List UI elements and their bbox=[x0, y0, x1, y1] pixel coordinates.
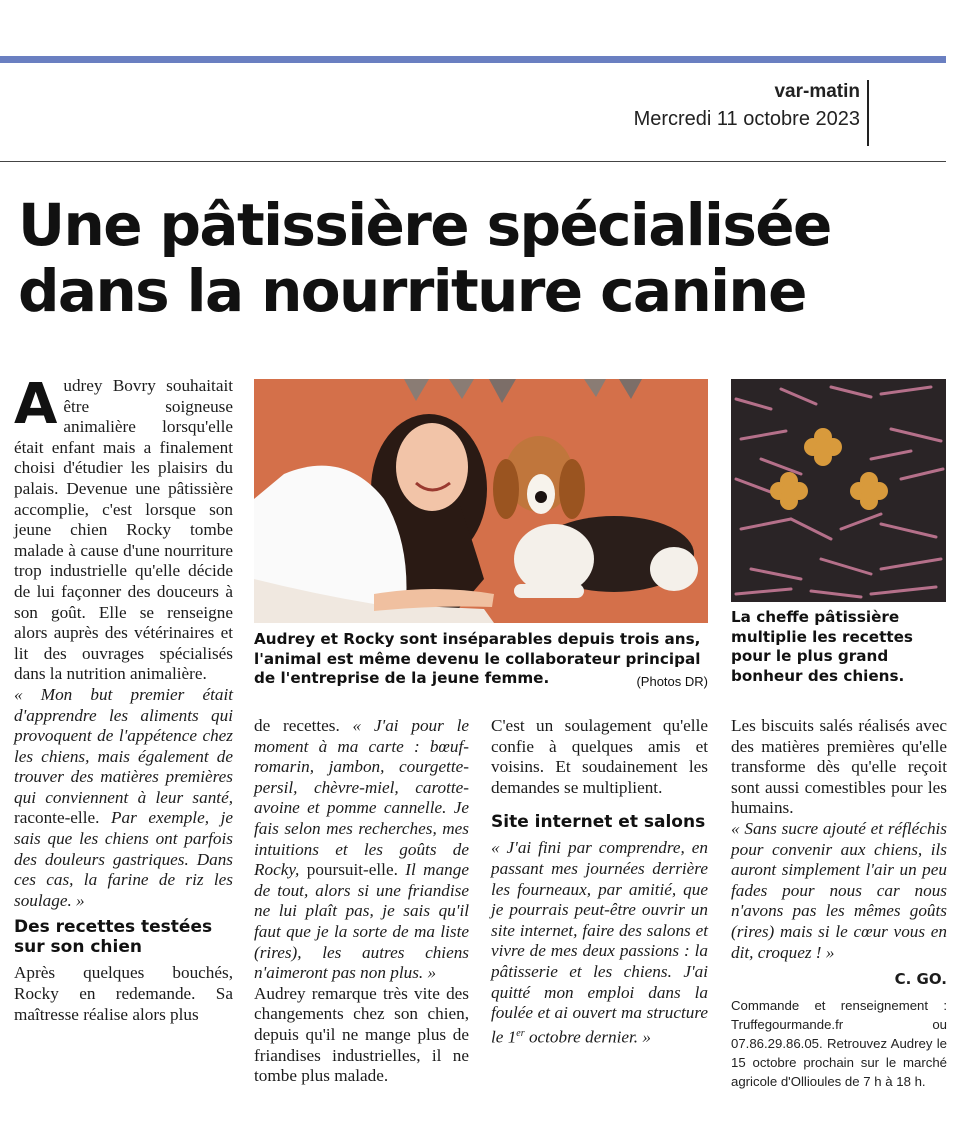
top-accent-rule bbox=[0, 56, 946, 63]
article-headline bbox=[18, 192, 948, 324]
column-1-tail: Après quelques bouchés, Rocky en redemande. Sa maîtresse réalise alors plus bbox=[14, 963, 233, 1024]
subhead-site-internet: Site internet et salons bbox=[491, 812, 706, 833]
main-photo-audrey-rocky bbox=[254, 379, 708, 623]
drop-cap: A bbox=[14, 372, 58, 437]
quote-paragraph-3: « J'ai fini par comprendre, en passant mes journées derrière les fourneaux, par amitié, que je pourrais peut-être ouvrir un site internet, faire des salons et vivre de mes deux passions : la pâtisserie et les chiens. J'ai quitté mon emploi dans la foulée et ai ouvert ma structure le 1er octobre dernier. » bbox=[491, 838, 708, 1047]
masthead bbox=[634, 80, 860, 132]
column-4-start: Les biscuits salés réalisés avec des matières premières qu'elle transforme dès qu'elle reçoit sont aussi comestibles pour les humains. bbox=[731, 716, 947, 818]
main-photo-caption: Audrey et Rocky sont inséparables depuis trois ans, l'animal est même devenu le collaborateur principal de l'entreprise de la jeune femme. (Photos DR) bbox=[254, 630, 708, 692]
article-column-1 bbox=[14, 372, 234, 1025]
header-rule bbox=[0, 161, 946, 162]
newspaper-name: var-matin bbox=[774, 81, 860, 102]
headline-line-1: Une pâtissière spécialisée bbox=[18, 191, 831, 259]
article-column-4 bbox=[731, 716, 947, 1091]
side-photo-caption: La cheffe pâtissière multiplie les recettes pour le plus grand bonheur des chiens. bbox=[731, 608, 913, 685]
quote-paragraph-4: « Sans sucre ajouté et réfléchis pour convenir aux chiens, ils auront simplement l'air un peu fades pour nous car nous n'avons pas les mêmes goûts (rires) mais si le cœur vous en dit, croquez ! » bbox=[731, 818, 947, 962]
quote-paragraph-1: « Mon but premier était d'apprendre les aliments qui provoquent de l'appétence chez les chiens, mais également de trouver des matières premières qui conviennent à leur santé, raconte-elle. Par exemple, je sais que les chiens ont parfois des douleurs gastriques. Dans ces cas, la farine de riz les soulage. » bbox=[14, 684, 234, 910]
side-photo-biscuits bbox=[731, 379, 946, 602]
article-column-3 bbox=[491, 716, 708, 1048]
biscuits-illustration bbox=[731, 379, 946, 602]
article-column-2 bbox=[254, 716, 469, 1087]
publication-date: Mercredi 11 octobre 2023 bbox=[633, 108, 860, 130]
masthead-divider bbox=[867, 80, 869, 146]
column-2-tail: Audrey remarque très vite des changements chez son chien, depuis qu'il ne mange plus de friandises industrielles, il ne tombe plus malade. bbox=[254, 983, 469, 1086]
author-signature: C. GO. bbox=[894, 970, 947, 989]
quote-paragraph-2: de recettes. « J'ai pour le moment à ma carte : bœuf-romarin, jambon, courgette-persil, chèvre-miel, carotte-avoine et pomme cannelle. Je fais selon mes recherches, mes intuitions et les goûts de Rocky, poursuit-elle. Il mange de tout, alors si une friandise ne lui plaît pas, je sais qu'il faut que je la sorte de ma liste (rires), les autres chiens n'aimeront pas non plus. » bbox=[254, 716, 469, 983]
headline-line-2: dans la nourriture canine bbox=[18, 257, 806, 325]
column-3-start: C'est un soulagement qu'elle confie à quelques amis et voisins. Et soudainement les demandes se multiplient. bbox=[491, 716, 708, 797]
contact-info: Commande et renseignement : Truffegourmande.fr ou 07.86.29.86.05. Retrouvez Audrey le 15 octobre prochain sur le marché agricole d'Ollioules de 7 h à 18 h. bbox=[731, 997, 947, 1089]
main-photo-illustration bbox=[254, 379, 708, 623]
photo-credit: (Photos DR) bbox=[636, 674, 708, 689]
intro-paragraph: Audrey Bovry souhaitait être soigneuse animalière lorsqu'elle était enfant mais a finalement choisi d'étudier les plaisirs du palais. Devenue une pâtissière accomplie, c'est lorsque son jeune chien Rocky tombe malade à cause d'une nourriture trop industrielle qu'elle décide de lui façonner des douceurs à son goût. Elle se renseigne alors auprès des vétérinaires et lit des ouvrages spécialisés dans la nutrition animalière. bbox=[14, 372, 233, 684]
subhead-recettes: Des recettes testées sur son chien bbox=[14, 917, 213, 958]
